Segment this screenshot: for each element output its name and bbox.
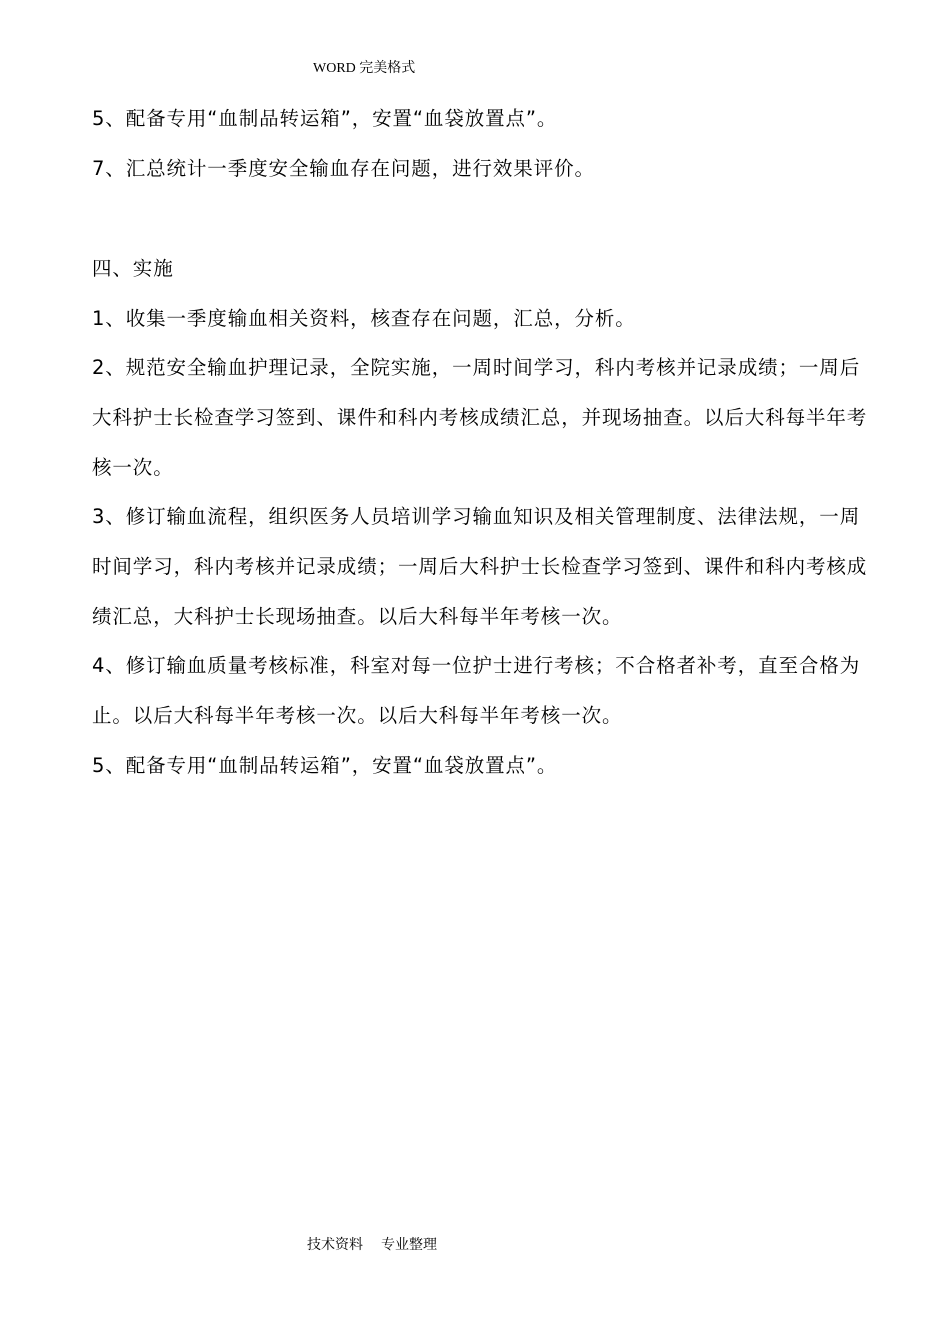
page-footer <box>307 1234 455 1254</box>
footer-right: 专业整理 <box>381 1237 437 1253</box>
section-item-5: 5、配备专用“血制品转运箱”，安置“血袋放置点”。 <box>92 754 558 777</box>
section-item-4: 4、修订输血质量考核标准，科室对每一位护士进行考核；不合格者补考，直至合格为止。以后大科每半年考核一次。以后大科每半年考核一次。 <box>92 654 861 727</box>
item-7-top: 7、汇总统计一季度安全输血存在问题，进行效果评价。 <box>92 157 595 180</box>
section-item-3: 3、修订输血流程，组织医务人员培训学习输血知识及相关管理制度、法律法规，一周时间学习，科内考核并记录成绩；一周后大科护士长检查学习签到、课件和科内考核成绩汇总，大科护士长现场抽查。以后大科每半年考核一次。 <box>92 505 868 628</box>
section-heading: 四、实施 <box>92 257 174 280</box>
footer-left: 技术资料 <box>307 1237 363 1253</box>
item-5-top: 5、配备专用“血制品转运箱”，安置“血袋放置点”。 <box>92 107 558 130</box>
page-header: WORD 完美格式 <box>313 61 416 76</box>
section-item-1: 1、收集一季度输血相关资料，核查存在问题，汇总，分析。 <box>92 307 636 330</box>
section-item-2: 2、规范安全输血护理记录，全院实施，一周时间学习，科内考核并记录成绩；一周后大科护士长检查学习签到、课件和科内考核成绩汇总，并现场抽查。以后大科每半年考核一次。 <box>92 356 868 479</box>
